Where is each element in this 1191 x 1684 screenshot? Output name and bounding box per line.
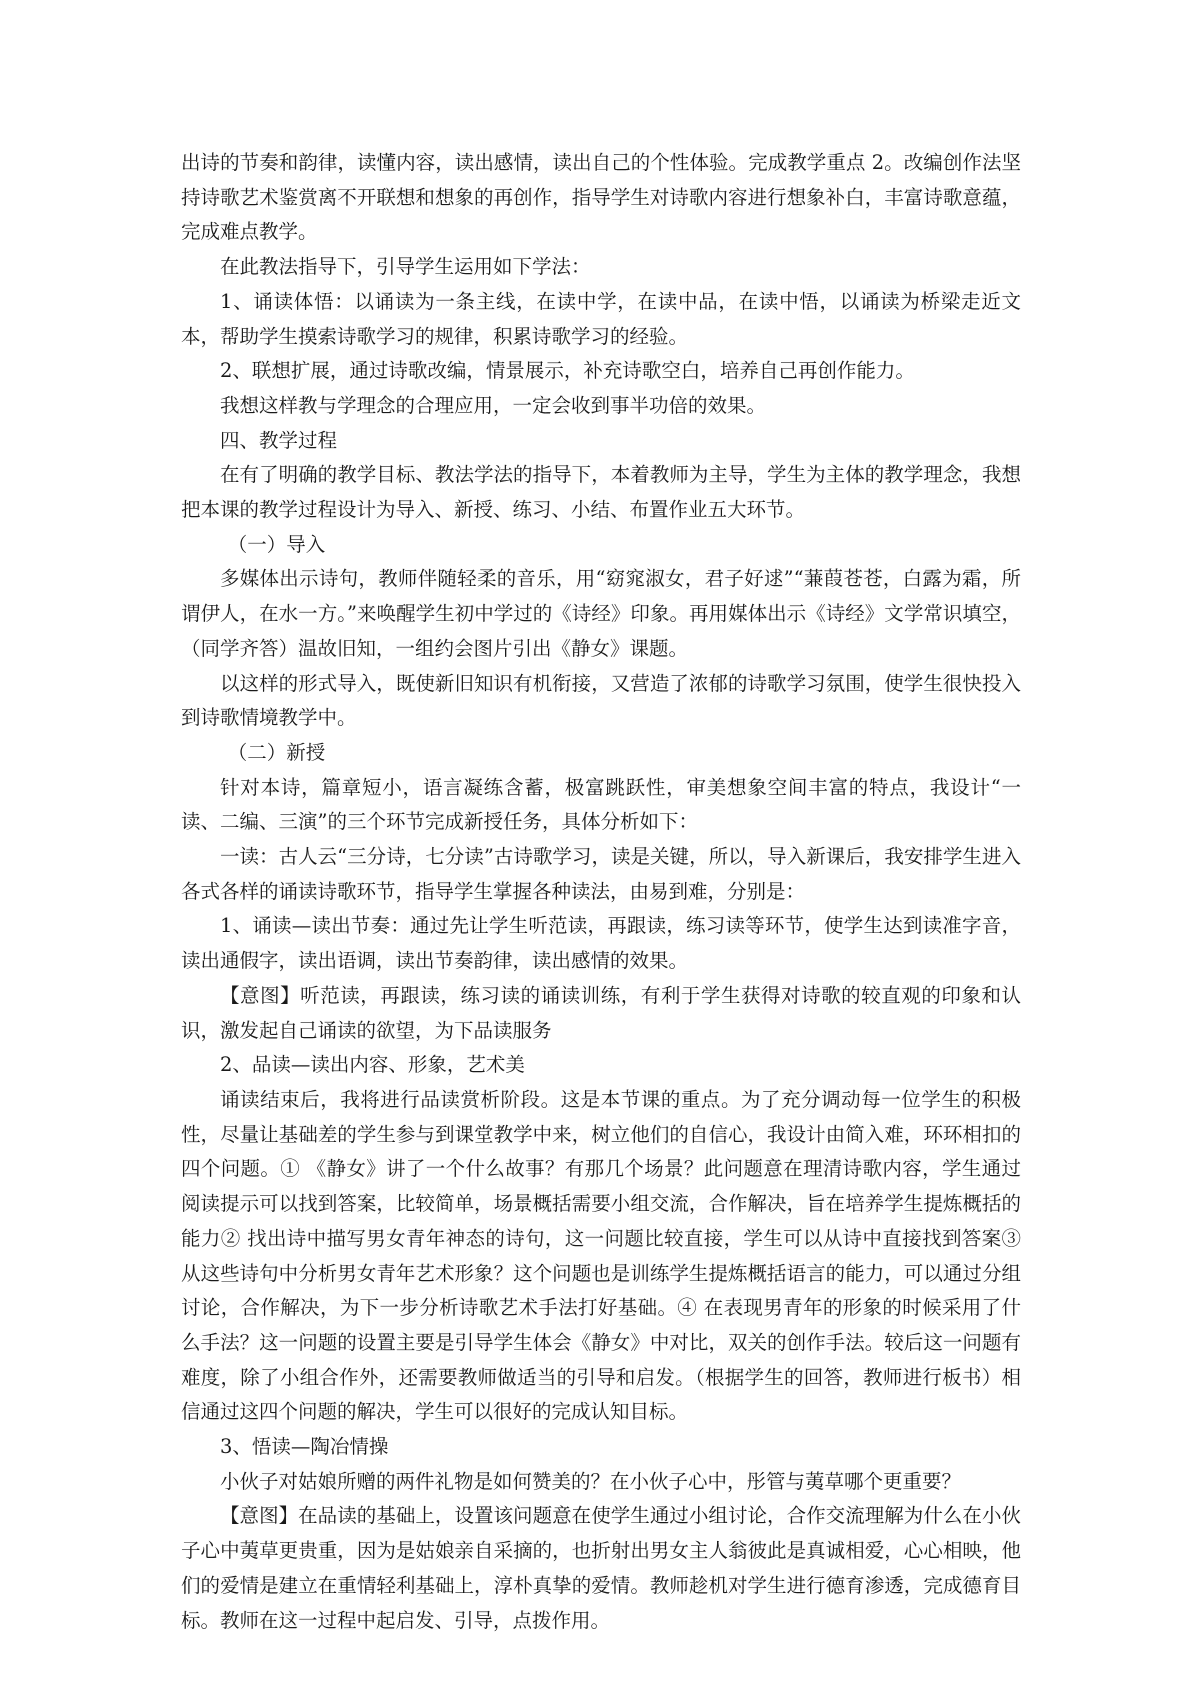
paragraph-process-intro: 在有了明确的教学目标、教法学法的指导下，本着教师为主导，学生为主体的教学理念，我想把本课的教学过程设计为导入、新授、练习、小结、布置作业五大环节。 [181,463,1021,522]
paragraph-read-2-body: 诵读结束后，我将进行品读赏析阶段。这是本节课的重点。为了充分调动每一位学生的积极性，尽量让基础差的学生参与到课堂教学中来，树立他们的自信心，我设计由简入难，环环相扣的四个问题。① 《静女》讲了一个什么故事？有那几个场景？此问题意在理清诗歌内容，学生通过阅读提示可以找到答案，比较简单，场景概括需要小组交流，合作解决，旨在培养学生提炼概括的能力② 找出诗中描写男女青年神态的诗句，这一问题比较直接，学生可以从诗中直接找到答案③ 从这些诗句中分析男女青年艺术形象？这个问题也是训练学生提炼概括语言的能力，可以通过分组讨论，合作解决，为下一步分析诗歌艺术手法打好基础。④ 在表现男青年的形象的时候采用了什么手法？这一问题的设置主要是引导学生体会《静女》中对比，双关的创作手法。较后这一问题有难度，除了小组合作外，还需要教师做适当的引导和启发。（根据学生的回答，教师进行板书）相信通过这四个问题的解决，学生可以很好的完成认知目标。 [181,1087,1021,1424]
paragraph-intent-1: 【意图】听范读，再跟读，练习读的诵读训练，有利于学生获得对诗歌的较直观的印象和认识，激发起自己诵读的欲望，为下品读服务 [181,983,1021,1042]
paragraph-read-3-question: 小伙子对姑娘所赠的两件礼物是如何赞美的？在小伙子心中，彤管与荑草哪个更重要？ [220,1469,962,1493]
paragraph-intro-effect: 以这样的形式导入，既使新旧知识有机衔接，又营造了浓郁的诗歌学习氛围，使学生很快投入到诗歌情境教学中。 [181,671,1021,730]
paragraph-read-1: 1、诵读—读出节奏：通过先让学生听范读，再跟读，练习读等环节，使学生达到读准字音，读出通假字，读出语调，读出节奏韵律，读出感情的效果。 [181,914,1021,973]
paragraph-read-3: 3、悟读—陶冶情操 [220,1435,389,1459]
paragraph-read-one: 一读：古人云“三分诗，七分读”古诗歌学习，读是关键，所以，导入新课后，我安排学生进入各式各样的诵读诗歌环节，指导学生掌握各种读法，由易到难，分别是： [181,845,1021,903]
paragraph-sub-2: （二）新授 [227,740,326,764]
paragraph-effect: 我想这样教与学理念的合理应用，一定会收到事半功倍的效果。 [220,393,767,417]
paragraph-study-intro: 在此教法指导下，引导学生运用如下学法： [220,255,591,279]
paragraph-sub-1: （一）导入 [227,532,326,556]
paragraph-read-2: 2、品读—读出内容、形象，艺术美 [220,1053,525,1077]
document-body [181,146,1021,1638]
paragraph-heading-4: 四、教学过程 [220,428,338,452]
paragraph-study-2: 2、联想扩展，通过诗歌改编，情景展示，补充诗歌空白，培养自己再创作能力。 [220,359,915,383]
paragraph-continued-method: 出诗的节奏和韵律，读懂内容，读出感情，读出自己的个性体验。完成教学重点 2。改编创作法坚持诗歌艺术鉴赏离不开联想和想象的再创作，指导学生对诗歌内容进行想象补白，丰富诗歌意蕴，完成难点教学。 [181,151,1021,244]
paragraph-new-intro: 针对本诗，篇章短小，语言凝练含蓄，极富跳跃性，审美想象空间丰富的特点，我设计“一读、二编、三演”的三个环节完成新授任务，具体分析如下： [181,775,1021,834]
paragraph-intent-3: 【意图】在品读的基础上，设置该问题意在使学生通过小组讨论，合作交流理解为什么在小伙子心中荑草更贵重，因为是姑娘亲自采摘的，也折射出男女主人翁彼此是真诚相爱，心心相映，他们的爱情是建立在重情轻利基础上，淳朴真挚的爱情。教师趁机对学生进行德育渗透，完成德育目标。教师在这一过程中起启发、引导，点拨作用。 [181,1504,1021,1632]
paragraph-study-1: 1、诵读体悟：以诵读为一条主线，在读中学，在读中品，在读中悟，以诵读为桥梁走近文本，帮助学生摸索诗歌学习的规律，积累诗歌学习的经验。 [181,289,1021,348]
paragraph-intro-media: 多媒体出示诗句，教师伴随轻柔的音乐，用“窈窕淑女，君子好逑”“蒹葭苍苍，白露为霜，所谓伊人，在水一方。”来唤醒学生初中学过的《诗经》印象。再用媒体出示《诗经》文学常识填空，（同学齐答）温故旧知，一组约会图片引出《静女》课题。 [181,567,1021,660]
